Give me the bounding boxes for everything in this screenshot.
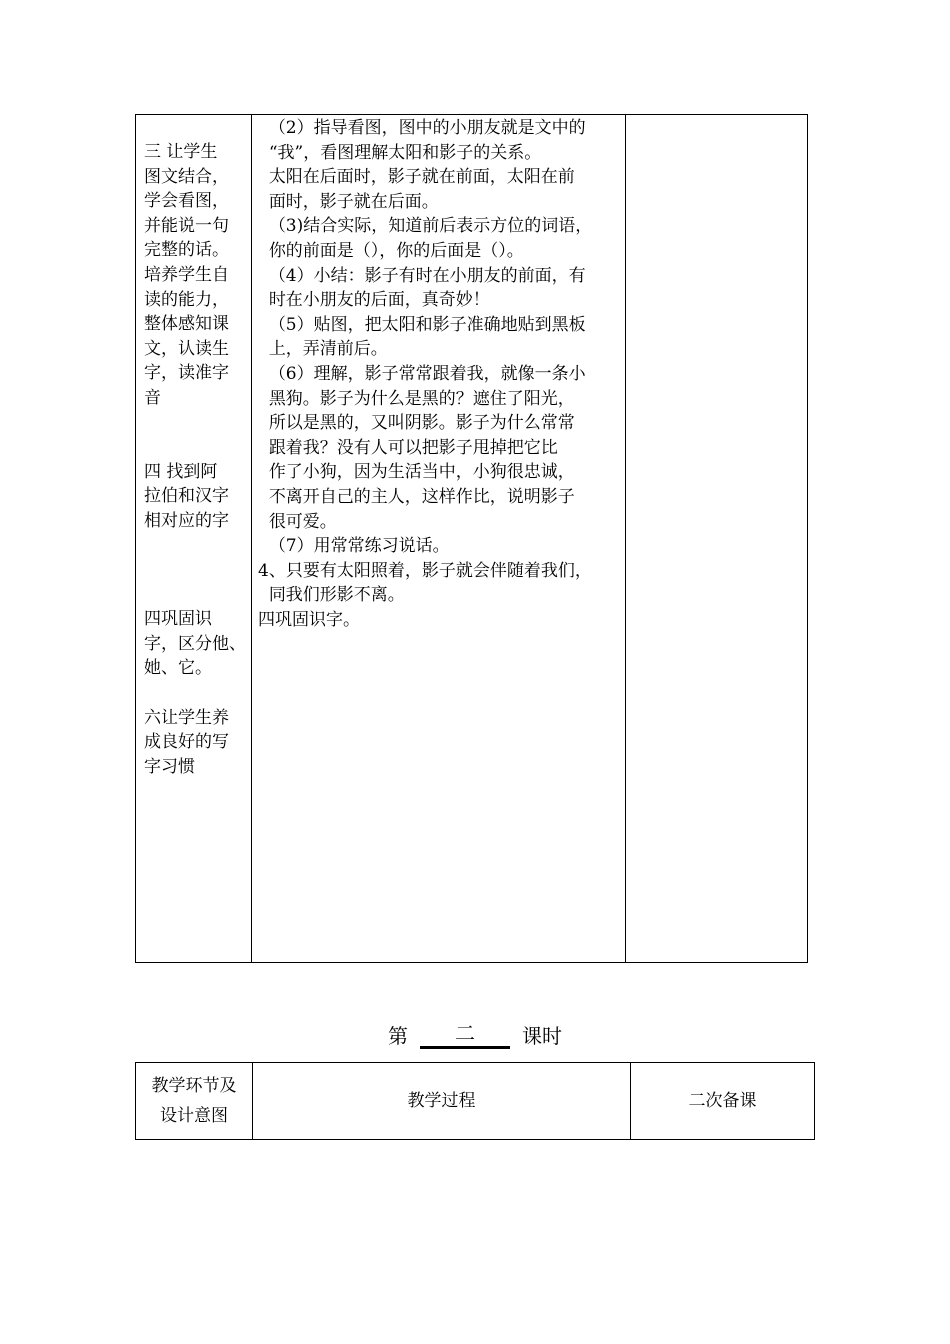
header-second-preparation: 二次备课	[688, 1091, 757, 1111]
table-divider-2	[625, 114, 626, 963]
header-teaching-process: 教学过程	[407, 1091, 476, 1111]
lesson-heading	[0, 1018, 950, 1050]
teaching-process-column: （2）指导看图，图中的小朋友就是文中的 “我”，看图理解太阳和影子的关系。 太阳在后面时，影子就在前面，太阳在前 面时，影子就在后面。 （3)结合实际，知道前后表示方位的词语， 你的前面是（），你的后面是（）。 （4）小结：影子有时在小朋友的前面，有 时在小朋友的后面，真奇妙！ （5）贴图，把太阳和影子准确地贴到黑板 上，弄清前后。 （6）理解，影子常常跟着我，就像一条小 黑狗。影子为什么是黑的？遮住了阳光， 所以是黑的，又叫阴影。影子为什么常常 跟着我？没有人可以把影子甩掉把它比 作了小狗，因为生活当中，小狗很忠诚， 不离开自己的主人，这样作比，说明影子 很可爱。 （7）用常常练习说话。 4、只要有太阳照着，影子就会伴随着我们， 同我们形影不离。 四巩固识字。	[258, 118, 593, 630]
table-divider-1	[251, 114, 252, 963]
header-design-intent: 教学环节及 设计意图	[151, 1076, 237, 1126]
lesson-heading-suffix: 课时	[522, 1023, 562, 1048]
design-intent-column: 三 让学生 图文结合， 学会看图， 并能说一句 完整的话。 培养学生自 读的能力， 整体感知课 文，认读生 字，读准字 音 四 找到阿 拉伯和汉字 相对应的字 四巩固识 字，区分他、 她、它。 六让学生养 成良好的写 字习惯	[144, 142, 246, 777]
lesson-heading-prefix: 第	[388, 1023, 408, 1048]
lesson-number: 二	[420, 1020, 510, 1049]
